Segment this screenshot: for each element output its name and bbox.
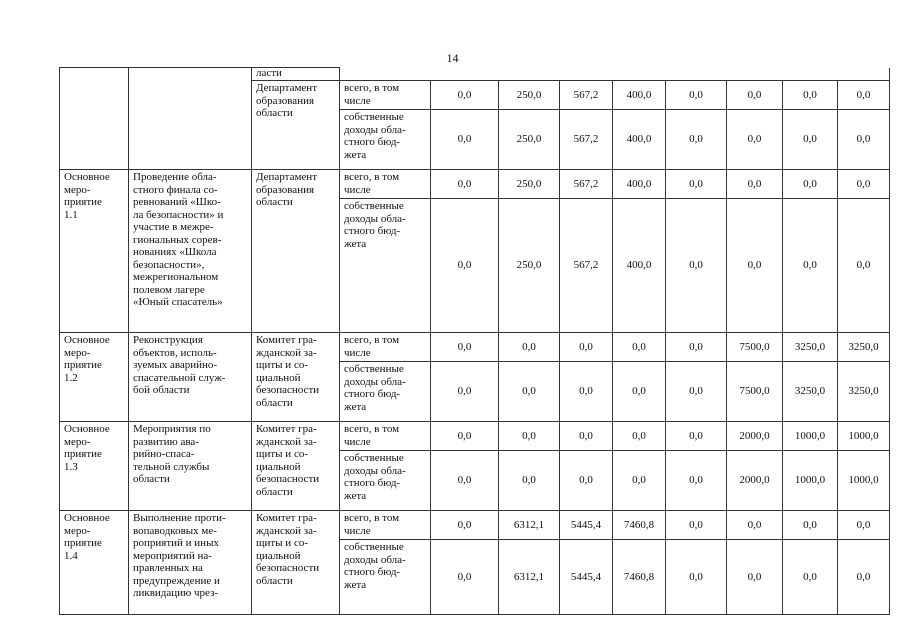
executor-cell: Комитет гра- жданской за- щиты и со- циальной безопасности области: [252, 333, 340, 422]
value-cell: 3250,0: [783, 333, 838, 362]
value-cell: 0,0: [783, 110, 838, 170]
value-cell: 0,0: [727, 81, 783, 110]
source-cell: собственные доходы обла- стного бюд- жета: [340, 110, 431, 170]
name-cell: Мероприятия по развитию ава- рийно-спаса- тельной службы области: [129, 422, 252, 511]
value-cell: 0,0: [727, 199, 783, 333]
value-cell: 567,2: [560, 110, 613, 170]
value-cell: 7460,8: [613, 540, 666, 615]
value-cell: 400,0: [613, 81, 666, 110]
source-cell: всего, в том числе: [340, 422, 431, 451]
value-cell: 0,0: [560, 422, 613, 451]
executor-cell: Комитет гра- жданской за- щиты и со- циальной безопасности области: [252, 422, 340, 511]
value-cell: 0,0: [727, 110, 783, 170]
value-cell: 0,0: [431, 81, 499, 110]
executor-cell: Комитет гра- жданской за- щиты и со- циальной безопасности области: [252, 511, 340, 615]
value-cell: 1000,0: [838, 451, 890, 511]
value-cell: 7500,0: [727, 362, 783, 422]
value-cell: 7500,0: [727, 333, 783, 362]
value-cell: 250,0: [499, 199, 560, 333]
value-cell: 6312,1: [499, 540, 560, 615]
value-cell: 400,0: [613, 110, 666, 170]
value-cell: 0,0: [613, 422, 666, 451]
value-cell: 0,0: [727, 170, 783, 199]
value-cell: 0,0: [431, 422, 499, 451]
table-row: [60, 170, 890, 199]
table-body: [60, 68, 890, 615]
value-cell: 0,0: [613, 362, 666, 422]
table-row: [60, 422, 890, 451]
executor-cell: Департамент образования области: [252, 81, 340, 170]
value-cell: 0,0: [666, 81, 727, 110]
source-cell: всего, в том числе: [340, 333, 431, 362]
value-cell: 0,0: [431, 333, 499, 362]
value-cell: 1000,0: [783, 451, 838, 511]
value-cell: 0,0: [838, 511, 890, 540]
value-cell: 0,0: [783, 81, 838, 110]
name-cell: [129, 68, 252, 170]
status-cell: [60, 68, 129, 170]
value-cell: 400,0: [613, 199, 666, 333]
table-row: [60, 511, 890, 540]
source-cell: всего, в том числе: [340, 81, 431, 110]
value-cell: 0,0: [560, 451, 613, 511]
value-cell: 400,0: [613, 170, 666, 199]
source-cell: собственные доходы обла- стного бюд- жета: [340, 199, 431, 333]
page-number: 14: [446, 51, 459, 65]
value-cell: 3250,0: [783, 362, 838, 422]
executor-cell: Департамент образования области: [252, 170, 340, 333]
name-cell: Реконструкция объектов, исполь- зуемых аварийно- спасательной служ- бой области: [129, 333, 252, 422]
value-cell: 567,2: [560, 170, 613, 199]
value-cell: 0,0: [838, 110, 890, 170]
value-cell: 0,0: [431, 199, 499, 333]
value-cell: 0,0: [666, 362, 727, 422]
value-cell: 0,0: [838, 170, 890, 199]
value-cell: 0,0: [727, 540, 783, 615]
value-cell: 0,0: [431, 170, 499, 199]
value-cell: 0,0: [431, 540, 499, 615]
status-cell: Основное меро- приятие 1.3: [60, 422, 129, 511]
value-cell: 0,0: [431, 110, 499, 170]
value-cell: 3250,0: [838, 362, 890, 422]
value-cell: 0,0: [838, 81, 890, 110]
value-cell: 0,0: [499, 362, 560, 422]
source-cell: всего, в том числе: [340, 511, 431, 540]
value-cell: 567,2: [560, 81, 613, 110]
value-cell: 5445,4: [560, 511, 613, 540]
value-cell: 0,0: [666, 511, 727, 540]
value-cell: 0,0: [783, 170, 838, 199]
budget-table: [59, 67, 890, 615]
value-cell: 0,0: [666, 199, 727, 333]
name-cell: Проведение обла- стного финала со- ревнований «Шко- ла безопасности» и участие в межре- гиональных сорев- нованиях «Школа безопасности», межрегиональном полевом лагере «Юный спасатель»: [129, 170, 252, 333]
value-cell: 2000,0: [727, 451, 783, 511]
value-cell: 0,0: [838, 199, 890, 333]
value-cell: 0,0: [666, 333, 727, 362]
source-cell: собственные доходы обла- стного бюд- жета: [340, 540, 431, 615]
value-cell: 0,0: [499, 333, 560, 362]
status-cell: Основное меро- приятие 1.4: [60, 511, 129, 615]
value-cell: 0,0: [431, 511, 499, 540]
value-cell: 567,2: [560, 199, 613, 333]
value-cell: 0,0: [666, 422, 727, 451]
value-cell: 0,0: [560, 333, 613, 362]
value-cell: 0,0: [666, 540, 727, 615]
value-cell: 0,0: [666, 110, 727, 170]
value-cell: 1000,0: [783, 422, 838, 451]
value-cell: 2000,0: [727, 422, 783, 451]
value-cell: 7460,8: [613, 511, 666, 540]
value-cell: 0,0: [613, 333, 666, 362]
value-cell: 3250,0: [838, 333, 890, 362]
value-cell: 250,0: [499, 170, 560, 199]
value-cell: 1000,0: [838, 422, 890, 451]
value-cell: 0,0: [783, 199, 838, 333]
value-cell: 0,0: [666, 170, 727, 199]
value-cell: 250,0: [499, 81, 560, 110]
value-cell: 0,0: [783, 540, 838, 615]
value-cell: 0,0: [431, 362, 499, 422]
value-cell: 0,0: [560, 362, 613, 422]
value-cell: 0,0: [783, 511, 838, 540]
status-cell: Основное меро- приятие 1.1: [60, 170, 129, 333]
source-cell: собственные доходы обла- стного бюд- жета: [340, 451, 431, 511]
status-cell: Основное меро- приятие 1.2: [60, 333, 129, 422]
value-cell: 0,0: [499, 422, 560, 451]
value-cell: 5445,4: [560, 540, 613, 615]
value-cell: 0,0: [838, 540, 890, 615]
name-cell: Выполнение проти- вопаводковых ме- роприятий и иных мероприятий на- правленных на предупреждение и ликвидацию чрез-: [129, 511, 252, 615]
value-cell: 0,0: [666, 451, 727, 511]
source-cell: всего, в том числе: [340, 170, 431, 199]
table-row: [60, 333, 890, 362]
value-cell: 0,0: [727, 511, 783, 540]
value-cell: 0,0: [431, 451, 499, 511]
value-cell: 6312,1: [499, 511, 560, 540]
value-cell: 0,0: [499, 451, 560, 511]
source-cell: собственные доходы обла- стного бюд- жета: [340, 362, 431, 422]
table-row: [60, 68, 890, 81]
value-cell: 0,0: [613, 451, 666, 511]
value-cell: 250,0: [499, 110, 560, 170]
executor-cell: ласти: [252, 68, 340, 81]
spacer-cell: [340, 68, 890, 81]
